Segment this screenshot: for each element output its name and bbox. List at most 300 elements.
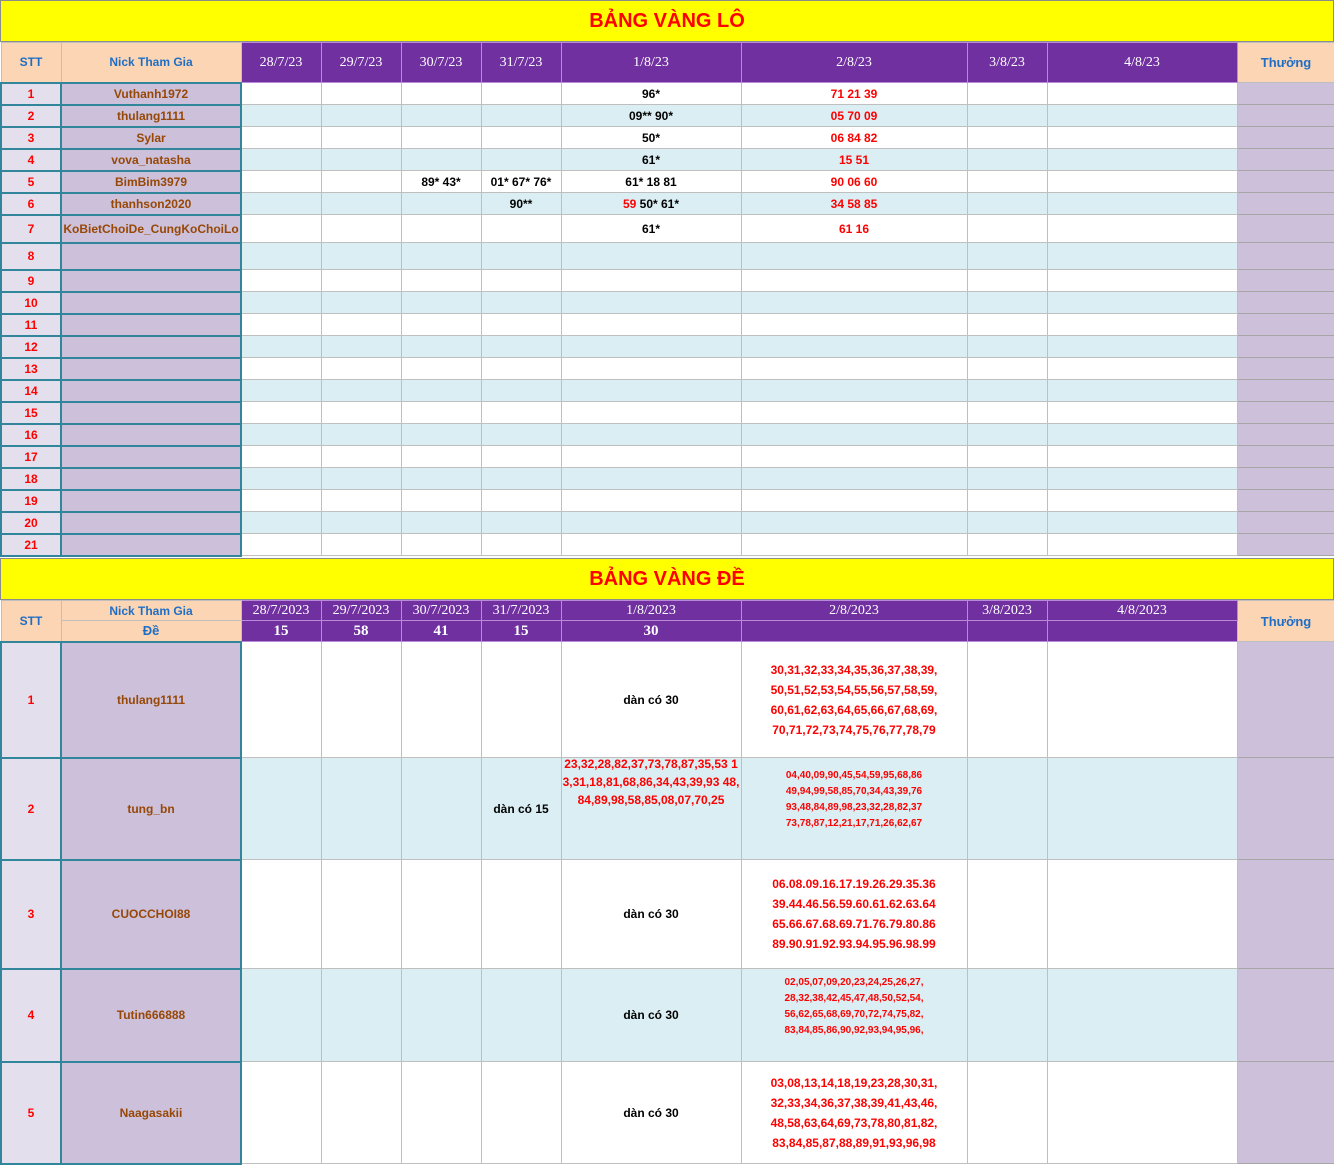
number-line: 93,48,84,89,98,23,32,28,82,37 [785,802,923,813]
header-date: 31/7/2023 [481,601,561,621]
table-row [1,243,1334,270]
cell [1047,83,1237,105]
row-stt: 4 [1,149,61,171]
cell: 96* [561,83,741,105]
cell [401,127,481,149]
cell [481,1062,561,1164]
cell [481,424,561,446]
cell [967,358,1047,380]
number-line: 39.44.46.56.59.60.61.62.63.64 [772,897,936,911]
cell: 01* 67* 76* [481,171,561,193]
row-thuong [1237,83,1334,105]
header-nick: Nick Tham Gia [61,601,241,621]
cell [561,243,741,270]
row-nick [61,336,241,358]
row-stt: 1 [1,642,61,758]
cell [481,534,561,556]
row-stt: 18 [1,468,61,490]
header-date: 1/8/23 [561,43,741,83]
cell: dàn có 30 [561,860,741,969]
row-stt: 17 [1,446,61,468]
cell [321,468,401,490]
de-title: BẢNG VÀNG ĐỀ [0,558,1334,600]
number-line: 60,61,62,63,64,65,66,67,68,69, [770,702,938,717]
cell [321,380,401,402]
number-line: 49,94,99,58,85,70,34,43,39,76 [785,786,923,797]
cell [481,490,561,512]
cell [481,336,561,358]
cell [401,969,481,1062]
cell [561,468,741,490]
cell [401,512,481,534]
cell [321,758,401,860]
cell [481,468,561,490]
number-line: 28,32,38,42,45,47,48,50,52,54, [784,993,924,1004]
row-thuong [1237,446,1334,468]
cell: 05 70 09 [741,105,967,127]
cell [481,512,561,534]
cell [321,292,401,314]
cell [1047,534,1237,556]
number-line: 70,71,72,73,74,75,76,77,78,79 [772,722,936,737]
row-nick [61,402,241,424]
header-date: 29/7/23 [321,43,401,83]
cell [481,105,561,127]
cell [967,642,1047,758]
cell [321,446,401,468]
cell [481,380,561,402]
de-table [0,600,1334,1165]
cell [967,490,1047,512]
table-row [1,149,1334,171]
table-row [1,446,1334,468]
cell [241,512,321,534]
cell [967,292,1047,314]
cell [401,193,481,215]
row-thuong [1237,534,1334,556]
row-stt: 6 [1,193,61,215]
result-value: 30 [561,621,741,642]
cell [967,512,1047,534]
cell [1047,969,1237,1062]
header-thuong: Thưởng [1237,601,1334,642]
row-nick [61,292,241,314]
row-thuong [1237,243,1334,270]
row-nick: thanhson2020 [61,193,241,215]
row-stt: 2 [1,758,61,860]
cell [561,314,741,336]
row-nick: Sylar [61,127,241,149]
cell [481,83,561,105]
cell [241,270,321,292]
cell-numbers [741,860,967,969]
cell [967,105,1047,127]
cell [241,336,321,358]
cell [967,1062,1047,1164]
cell [481,642,561,758]
cell [741,424,967,446]
lo-table [0,42,1334,557]
cell [741,270,967,292]
number-line: 73,78,87,12,21,17,71,26,62,67 [785,818,923,829]
lo-title: BẢNG VÀNG LÔ [0,0,1334,42]
cell [241,83,321,105]
cell: 50* [561,127,741,149]
row-thuong [1237,969,1334,1062]
cell [967,969,1047,1062]
cell [967,270,1047,292]
cell [481,446,561,468]
row-thuong [1237,292,1334,314]
cell [241,193,321,215]
cell [967,534,1047,556]
cell [967,127,1047,149]
table-row [1,490,1334,512]
cell [321,1062,401,1164]
header-date: 4/8/2023 [1047,601,1237,621]
cell: 71 21 39 [741,83,967,105]
cell [401,642,481,758]
table-row [1,171,1334,193]
row-nick [61,314,241,336]
cell [1047,193,1237,215]
result-value [1047,621,1237,642]
cell [321,314,401,336]
cell [321,336,401,358]
cell: 09** 90* [561,105,741,127]
number-line: 03,08,13,14,18,19,23,28,30,31, [770,1075,938,1090]
row-stt: 12 [1,336,61,358]
row-thuong [1237,105,1334,127]
cell [1047,105,1237,127]
table-row [1,402,1334,424]
cell: 34 58 85 [741,193,967,215]
cell [967,83,1047,105]
cell [561,358,741,380]
table-row [1,127,1334,149]
number-block: 23,32,28,82,37,73,78,87,35,53 13,31,18,81,68,86,34,43,39,93 48,84,89,98,58,85,08,07,70,25 [562,757,740,807]
cell [741,314,967,336]
cell [1047,1062,1237,1164]
cell: dàn có 15 [481,758,561,860]
table-row [1,758,1334,860]
cell [967,424,1047,446]
cell [967,468,1047,490]
row-nick [61,490,241,512]
cell [561,512,741,534]
row-nick: vova_natasha [61,149,241,171]
row-thuong [1237,468,1334,490]
cell [741,446,967,468]
cell [241,642,321,758]
cell [241,446,321,468]
row-nick [61,243,241,270]
cell [1047,860,1237,969]
row-nick: Tutin666888 [61,969,241,1062]
row-stt: 15 [1,402,61,424]
cell [401,83,481,105]
cell [401,402,481,424]
cell [401,534,481,556]
row-nick: tung_bn [61,758,241,860]
lo-header-row [1,43,1334,83]
cell [1047,171,1237,193]
cell [321,171,401,193]
row-thuong [1237,270,1334,292]
cell: 90 06 60 [741,171,967,193]
row-stt: 14 [1,380,61,402]
cell [1047,292,1237,314]
header-stt: STT [1,43,61,83]
header-date: 2/8/2023 [741,601,967,621]
cell [481,127,561,149]
cell [967,193,1047,215]
cell [1047,149,1237,171]
cell [241,243,321,270]
cell [561,490,741,512]
cell [967,149,1047,171]
cell-numbers [741,969,967,1062]
de-header-row [1,601,1334,621]
header-date: 4/8/23 [1047,43,1237,83]
cell [1047,270,1237,292]
row-nick: KoBietChoiDe_CungKoChoiLo [61,215,241,243]
cell [741,380,967,402]
cell [321,969,401,1062]
cell [967,215,1047,243]
cell [1047,314,1237,336]
cell [401,358,481,380]
row-stt: 4 [1,969,61,1062]
table-row [1,380,1334,402]
cell [967,758,1047,860]
cell [241,468,321,490]
table-row [1,860,1334,969]
cell [561,380,741,402]
cell [321,243,401,270]
result-value [741,621,967,642]
header-date: 28/7/23 [241,43,321,83]
cell [1047,446,1237,468]
row-thuong [1237,758,1334,860]
row-thuong [1237,171,1334,193]
cell: 61* [561,215,741,243]
cell [401,243,481,270]
row-nick: thulang1111 [61,105,241,127]
cell [1047,512,1237,534]
cell [321,105,401,127]
cell [1047,380,1237,402]
result-value: 41 [401,621,481,642]
row-thuong [1237,380,1334,402]
cell: 61* [561,149,741,171]
number-line: 04,40,09,90,45,54,59,95,68,86 [785,770,923,781]
cell [321,127,401,149]
row-nick [61,512,241,534]
cell [401,215,481,243]
table-row [1,358,1334,380]
row-stt: 5 [1,1062,61,1164]
cell [561,402,741,424]
cell [967,446,1047,468]
result-value: 15 [241,621,321,642]
row-stt: 21 [1,534,61,556]
table-row [1,314,1334,336]
cell [241,127,321,149]
cell [561,446,741,468]
cell [401,314,481,336]
cell [741,336,967,358]
cell [321,424,401,446]
cell [741,512,967,534]
result-value: 58 [321,621,401,642]
row-stt: 10 [1,292,61,314]
row-nick [61,534,241,556]
cell [561,193,741,215]
cell: 90** [481,193,561,215]
cell [401,468,481,490]
row-stt: 8 [1,243,61,270]
cell [481,969,561,1062]
cell [321,83,401,105]
row-thuong [1237,490,1334,512]
cell [967,402,1047,424]
row-nick: thulang1111 [61,642,241,758]
cell [481,292,561,314]
cell [241,490,321,512]
cell: dàn có 30 [561,969,741,1062]
cell [241,402,321,424]
de-result-row [1,621,1334,642]
cell [321,860,401,969]
cell [967,171,1047,193]
cell [401,270,481,292]
cell [401,380,481,402]
header-date: 29/7/2023 [321,601,401,621]
cell [741,243,967,270]
row-thuong [1237,127,1334,149]
cell: 89* 43* [401,171,481,193]
cell [241,424,321,446]
cell [401,490,481,512]
row-nick [61,380,241,402]
cell [321,490,401,512]
table-row [1,215,1334,243]
cell [741,490,967,512]
row-nick [61,358,241,380]
cell [401,105,481,127]
cell-part: 50* 61* [639,196,680,211]
cell [741,358,967,380]
cell [481,358,561,380]
number-line: 83,84,85,87,88,89,91,93,96,98 [772,1135,936,1150]
cell [1047,127,1237,149]
row-thuong [1237,149,1334,171]
row-stt: 7 [1,215,61,243]
header-date: 28/7/2023 [241,601,321,621]
cell [1047,490,1237,512]
table-row [1,83,1334,105]
row-thuong [1237,1062,1334,1164]
cell [241,758,321,860]
cell [241,534,321,556]
number-line: 06.08.09.16.17.19.26.29.35.36 [772,877,936,891]
header-de-label: Đề [61,621,241,642]
row-nick: Naagasakii [61,1062,241,1164]
cell [741,468,967,490]
cell [481,314,561,336]
cell [481,860,561,969]
cell [241,358,321,380]
cell [1047,758,1237,860]
cell [561,534,741,556]
header-thuong: Thưởng [1237,43,1334,83]
row-stt: 3 [1,127,61,149]
cell [481,402,561,424]
cell [241,149,321,171]
cell [561,336,741,358]
cell [561,424,741,446]
cell-numbers [741,1062,967,1164]
table-row [1,292,1334,314]
cell [321,149,401,171]
cell [241,969,321,1062]
cell [1047,336,1237,358]
cell [481,149,561,171]
row-nick: CUOCCHOI88 [61,860,241,969]
table-row [1,512,1334,534]
cell [241,860,321,969]
cell [481,215,561,243]
header-date: 3/8/23 [967,43,1047,83]
cell [401,1062,481,1164]
cell [241,1062,321,1164]
row-nick [61,424,241,446]
table-row [1,193,1334,215]
row-stt: 2 [1,105,61,127]
row-thuong [1237,336,1334,358]
cell [401,446,481,468]
cell [321,215,401,243]
cell: dàn có 30 [561,1062,741,1164]
cell [967,336,1047,358]
cell [401,758,481,860]
cell [241,171,321,193]
row-stt: 3 [1,860,61,969]
cell [241,292,321,314]
cell [321,358,401,380]
cell [561,270,741,292]
cell [1047,424,1237,446]
cell [967,860,1047,969]
cell: 61* 18 81 [561,171,741,193]
cell [401,336,481,358]
number-line: 30,31,32,33,34,35,36,37,38,39, [770,662,938,677]
cell [321,270,401,292]
row-thuong [1237,314,1334,336]
row-thuong [1237,402,1334,424]
row-nick [61,270,241,292]
cell [967,380,1047,402]
table-row [1,336,1334,358]
row-thuong [1237,424,1334,446]
number-line: 56,62,65,68,69,70,72,74,75,82, [784,1009,924,1020]
row-stt: 1 [1,83,61,105]
cell [241,215,321,243]
table-row [1,1062,1334,1164]
cell [741,292,967,314]
cell [321,642,401,758]
